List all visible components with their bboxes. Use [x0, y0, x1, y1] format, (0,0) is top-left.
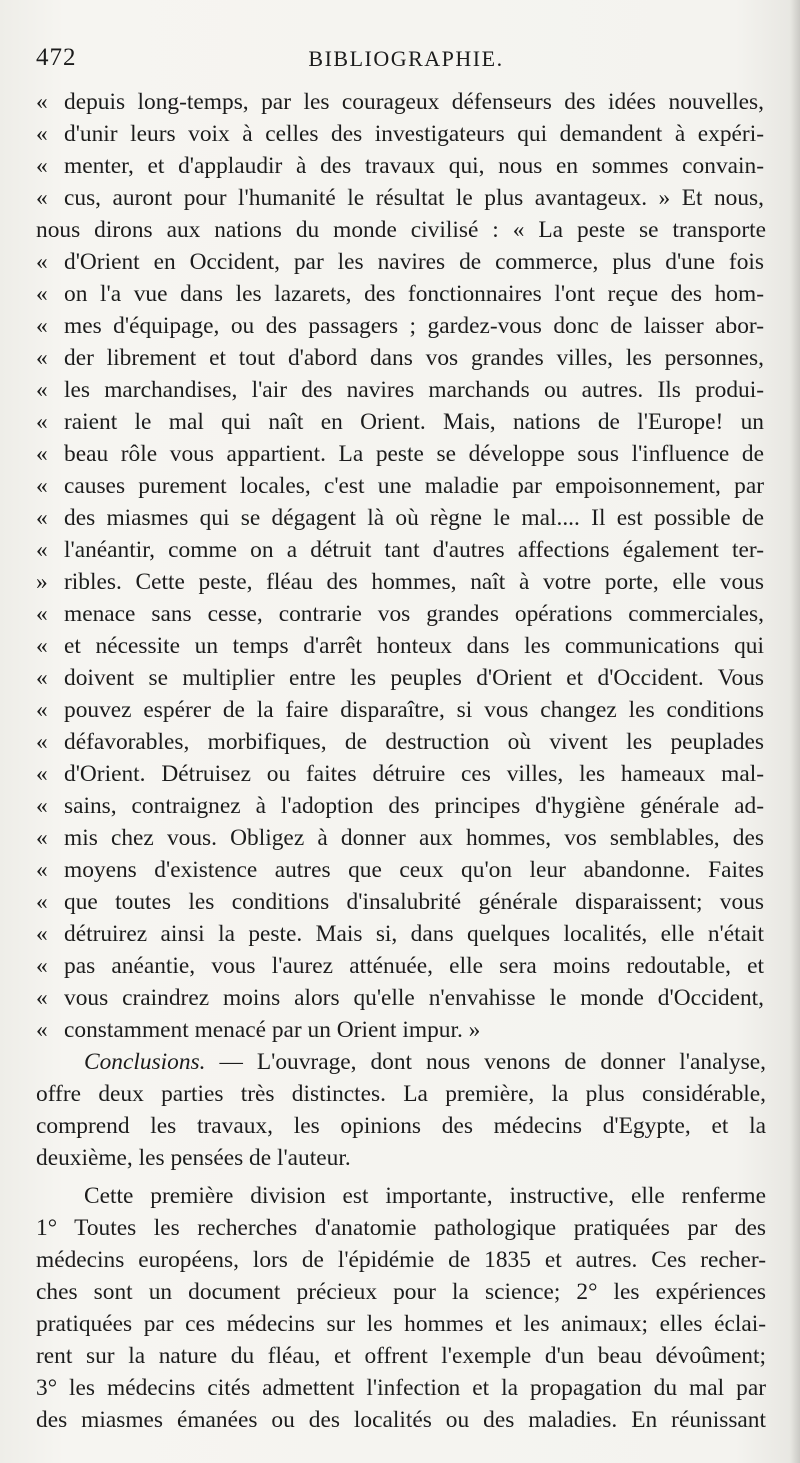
quote-mark: «: [36, 89, 48, 115]
text-line: cus, auront pour l'humanité le résultat le plus avantageux. » Et nous,: [64, 185, 764, 211]
paragraph-first-line: Cette première division est importante, instructive, elle renferme: [84, 1183, 766, 1209]
quote-mark: «: [36, 377, 48, 403]
quote-mark: «: [36, 281, 48, 307]
text-line: der librement et tout d'abord dans vos grandes villes, les personnes,: [64, 345, 764, 371]
running-title: BIBLIOGRAPHIE.: [308, 46, 504, 71]
quote-mark: «: [36, 185, 48, 211]
quote-mark: «: [36, 793, 48, 819]
text-line: menace sans cesse, contrarie vos grandes opérations commerciales,: [64, 601, 764, 627]
text-line: d'Orient. Détruisez ou faites détruire ces villes, les hameaux mal-: [64, 761, 764, 787]
text-line: ches sont un document précieux pour la science; 2° les expériences: [36, 1279, 766, 1305]
text-line: d'unir leurs voix à celles des investigateurs qui demandent à expéri-: [64, 121, 764, 147]
quote-mark: «: [36, 761, 48, 787]
quote-mark: «: [36, 825, 48, 851]
quote-mark: «: [36, 889, 48, 915]
text-line: menter, et d'applaudir à des travaux qui, nous en sommes convain-: [64, 153, 764, 179]
text-line: doivent se multiplier entre les peuples d'Orient et d'Occident. Vous: [64, 665, 764, 691]
text-line: des miasmes qui se dégagent là où règne le mal.... Il est possible de: [64, 505, 764, 531]
text-line: causes purement locales, c'est une maladie par empoisonnement, par: [64, 473, 764, 499]
text-line: sains, contraignez à l'adoption des principes d'hygiène générale ad-: [64, 793, 764, 819]
text-line: et nécessite un temps d'arrêt honteux dans les communications qui: [64, 633, 764, 659]
text-line: l'anéantir, comme on a détruit tant d'autres affections également ter-: [64, 537, 764, 563]
quote-mark: «: [36, 153, 48, 179]
quote-mark: «: [36, 985, 48, 1011]
text-line: d'Orient en Occident, par les navires de commerce, plus d'une fois: [64, 249, 764, 275]
text-line: que toutes les conditions d'insalubrité générale disparaissent; vous: [64, 889, 764, 915]
text-line: médecins européens, lors de l'épidémie de 1835 et autres. Ces recher-: [36, 1247, 766, 1273]
quote-mark: «: [36, 1017, 48, 1043]
quote-mark: «: [36, 249, 48, 275]
text-line: 3° les médecins cités admettent l'infection et la propagation du mal par: [36, 1375, 766, 1401]
quote-mark: «: [36, 601, 48, 627]
page-header: [36, 44, 756, 80]
text-line: depuis long-temps, par les courageux défenseurs des idées nouvelles,: [64, 89, 764, 115]
text-line: constamment menacé par un Orient impur. »: [64, 1017, 481, 1043]
text-line: pouvez espérer de la faire disparaître, si vous changez les conditions: [64, 697, 764, 723]
text-line: beau rôle vous appartient. La peste se développe sous l'influence de: [64, 441, 764, 467]
page-edge-shadow: [790, 0, 800, 1463]
text-line: deuxième, les pensées de l'auteur.: [36, 1145, 351, 1171]
text-line: raient le mal qui naît en Orient. Mais, nations de l'Europe! un: [64, 409, 764, 435]
text-line: nous dirons aux nations du monde civilisé : « La peste se transporte: [36, 217, 766, 243]
quote-mark: «: [36, 441, 48, 467]
text-line: pas anéantie, vous l'aurez atténuée, elle sera moins redoutable, et: [64, 953, 764, 979]
page-number: 472: [36, 44, 77, 71]
quote-mark: »: [36, 569, 48, 595]
text-line: ribles. Cette peste, fléau des hommes, naît à votre porte, elle vous: [64, 569, 764, 595]
conclusions-first-line-text: — L'ouvrage, dont nous venons de donner l'analyse,: [219, 1049, 766, 1075]
quote-mark: «: [36, 345, 48, 371]
text-line: mis chez vous. Obligez à donner aux hommes, vos semblables, des: [64, 825, 764, 851]
quote-mark: «: [36, 409, 48, 435]
text-line: les marchandises, l'air des navires marchands ou autres. Ils produi-: [64, 377, 764, 403]
text-line: offre deux parties très distinctes. La première, la plus considérable,: [36, 1081, 766, 1107]
text-line: vous craindrez moins alors qu'elle n'envahisse le monde d'Occident,: [64, 985, 764, 1011]
text-line: pratiquées par ces médecins sur les hommes et les animaux; elles éclai-: [36, 1311, 766, 1337]
text-line: moyens d'existence autres que ceux qu'on leur abandonne. Faites: [64, 857, 764, 883]
quote-mark: «: [36, 697, 48, 723]
quote-mark: «: [36, 633, 48, 659]
quote-mark: «: [36, 665, 48, 691]
text-line: détruirez ainsi la peste. Mais si, dans quelques localités, elle n'était: [64, 921, 764, 947]
quote-mark: «: [36, 953, 48, 979]
quote-mark: «: [36, 505, 48, 531]
quote-mark: «: [36, 729, 48, 755]
text-line: défavorables, morbifiques, de destruction où vivent les peuplades: [64, 729, 764, 755]
quote-mark: «: [36, 313, 48, 339]
quote-mark: «: [36, 921, 48, 947]
text-line: mes d'équipage, ou des passagers ; gardez-vous donc de laisser abor-: [64, 313, 764, 339]
text-line: comprend les travaux, les opinions des médecins d'Egypte, et la: [36, 1113, 766, 1139]
conclusions-heading: Conclusions.: [84, 1049, 206, 1075]
quote-mark: «: [36, 857, 48, 883]
quote-mark: «: [36, 473, 48, 499]
quote-mark: «: [36, 121, 48, 147]
conclusions-first-line: [84, 1046, 766, 1078]
text-line: des miasmes émanées ou des localités ou des maladies. En réunissant: [36, 1407, 766, 1433]
text-line: 1° Toutes les recherches d'anatomie pathologique pratiquées par des: [36, 1215, 766, 1241]
quote-mark: «: [36, 537, 48, 563]
text-line: on l'a vue dans les lazarets, des fonctionnaires l'ont reçue des hom-: [64, 281, 764, 307]
text-line: rent sur la nature du fléau, et offrent l'exemple d'un beau dévoûment;: [36, 1343, 766, 1369]
